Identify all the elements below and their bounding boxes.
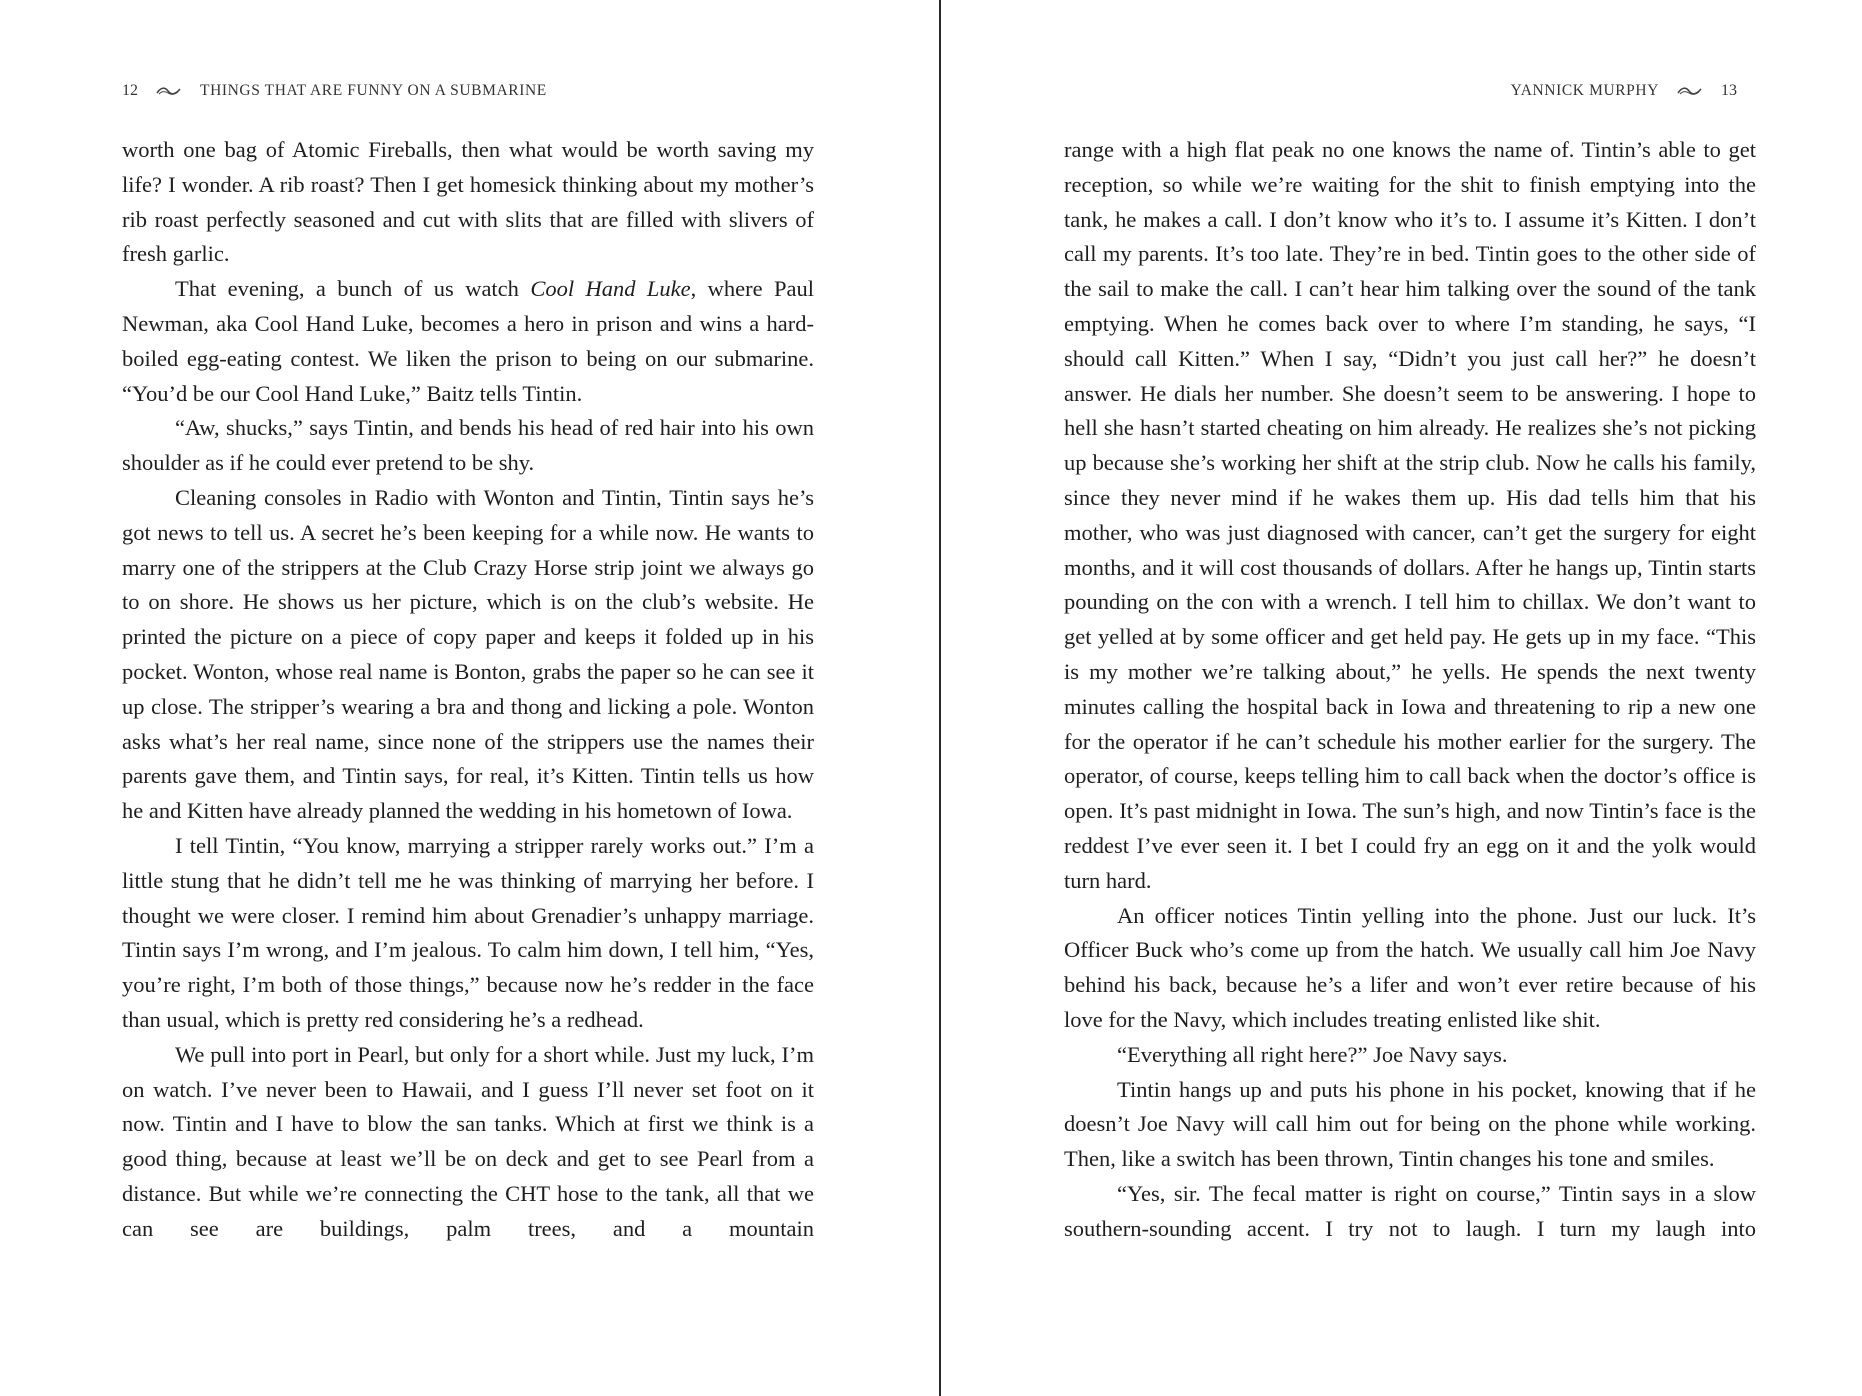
paragraph: That evening, a bunch of us watch Cool Hand Luke, where Paul Newman, aka Cool Hand Luke, becomes a hero in prison and wins a hard-boiled egg-eating contest. We liken the prison to being on our submarine. “You’d be our Cool Hand Luke,” Baitz tells Tintin. [122,276,814,406]
paragraph: I tell Tintin, “You know, marrying a stripper rarely works out.” I’m a little stung that he didn’t tell me he was thinking of marrying her before. I thought we were closer. I remind him about Grenadier’s unhappy marriage. Tintin says I’m wrong, and I’m jealous. To calm him down, I tell him, “Yes, you’re right, I’m both of those things,” because now he’s redder in the face than usual, which is pretty red considering he’s a redhead. [122,832,814,1032]
paragraph: Tintin hangs up and puts his phone in his pocket, knowing that if he doesn’t Joe Navy will call him out for being on the phone while working. Then, like a switch has been thrown, Tintin changes his tone and smiles. [1064,1076,1756,1172]
left-running-head [122,80,547,102]
right-page [941,0,1862,1396]
left-running-title: THINGS THAT ARE FUNNY ON A SUBMARINE [200,82,547,99]
right-page-number: 13 [1721,82,1737,99]
paragraph: An officer notices Tintin yelling into the phone. Just our luck. It’s Officer Buck who’s come up from the hatch. We usually call him Joe Navy behind his back, because he’s a lifer and won’t ever retire because of his love for the Navy, which includes treating enlisted like shit. [1064,902,1756,1032]
left-body-text [122,133,814,1247]
paragraph: “Aw, shucks,” says Tintin, and bends his head of red hair into his own shoulder as if he could ever pretend to be shy. [122,415,814,476]
paragraph: Cleaning consoles in Radio with Wonton and Tintin, Tintin says he’s got news to tell us. A secret he’s been keeping for a while now. He wants to marry one of the strippers at the Club Crazy Horse strip joint we always go to on shore. He shows us her picture, which is on the club’s website. He printed the picture on a piece of copy paper and keeps it folded up in his pocket. Wonton, whose real name is Bonton, grabs the paper so he can see it up close. The stripper’s wearing a bra and thong and licking a pole. Wonton asks what’s her real name, since none of the strippers use the names their parents gave them, and Tintin says, for real, it’s Kitten. Tintin tells us how he and Kitten have already planned the wedding in his hometown of Iowa. [122,484,814,824]
right-body-text [1064,133,1756,1247]
left-page-number: 12 [122,82,138,99]
paragraph: “Everything all right here?” Joe Navy says. [1117,1041,1508,1067]
curl-ornament-icon [156,85,182,97]
curl-ornament-icon [1677,85,1703,97]
paragraph: “Yes, sir. The fecal matter is right on course,” Tintin says in a slow southern-sounding accent. I try not to laugh. I turn my laugh into [1064,1180,1756,1241]
paragraph: We pull into port in Pearl, but only for a short while. Just my luck, I’m on watch. I’ve never been to Hawaii, and I guess I’ll never set foot on it now. Tintin and I have to blow the san tanks. Which at first we think is a good thing, because at least we’ll be on deck and get to see Pearl from a distance. But while we’re connecting the CHT hose to the tank, all that we can see are buildings, palm trees, and a mountain [122,1041,814,1241]
right-running-title: YANNICK MURPHY [1510,82,1659,99]
right-running-head [1511,80,1737,102]
paragraph: range with a high flat peak no one knows the name of. Tintin’s able to get reception, so while we’re waiting for the shit to finish emptying into the tank, he makes a call. I don’t know who it’s to. I assume it’s Kitten. I don’t call my parents. It’s too late. They’re in bed. Tintin goes to the other side of the sail to make the call. I can’t hear him talking over the sound of the tank emptying. When he comes back over to where I’m standing, he says, “I should call Kitten.” When I say, “Didn’t you just call her?” he doesn’t answer. He dials her number. She doesn’t seem to be answering. I hope to hell she hasn’t started cheating on him already. He realizes she’s not picking up because she’s working her shift at the strip club. Now he calls his family, since they never mind if he wakes them up. His dad tells him that his mother, who was just diagnosed with cancer, can’t get the surgery for eight months, and it will cost thousands of dollars. After he hangs up, Tintin starts pounding on the con with a wrench. I tell him to chillax. We don’t want to get yelled at by some officer and get held pay. He gets up in my face. “This is my mother we’re talking about,” he yells. He spends the next twenty minutes calling the hospital back in Iowa and threatening to rip a new one for the operator if he can’t schedule his mother earlier for the surgery. The operator, of course, keeps telling him to call back when the doctor’s office is open. It’s past midnight in Iowa. The sun’s high, and now Tintin’s face is the reddest I’ve ever seen it. I bet I could fry an egg on it and the yolk would turn hard. [1064,137,1756,893]
paragraph: worth one bag of Atomic Fireballs, then what would be worth saving my life? I wonder. A rib roast? Then I get homesick thinking about my mother’s rib roast perfectly seasoned and cut with slits that are filled with slivers of fresh garlic. [122,137,814,267]
film-title: Cool Hand Luke [530,276,691,302]
